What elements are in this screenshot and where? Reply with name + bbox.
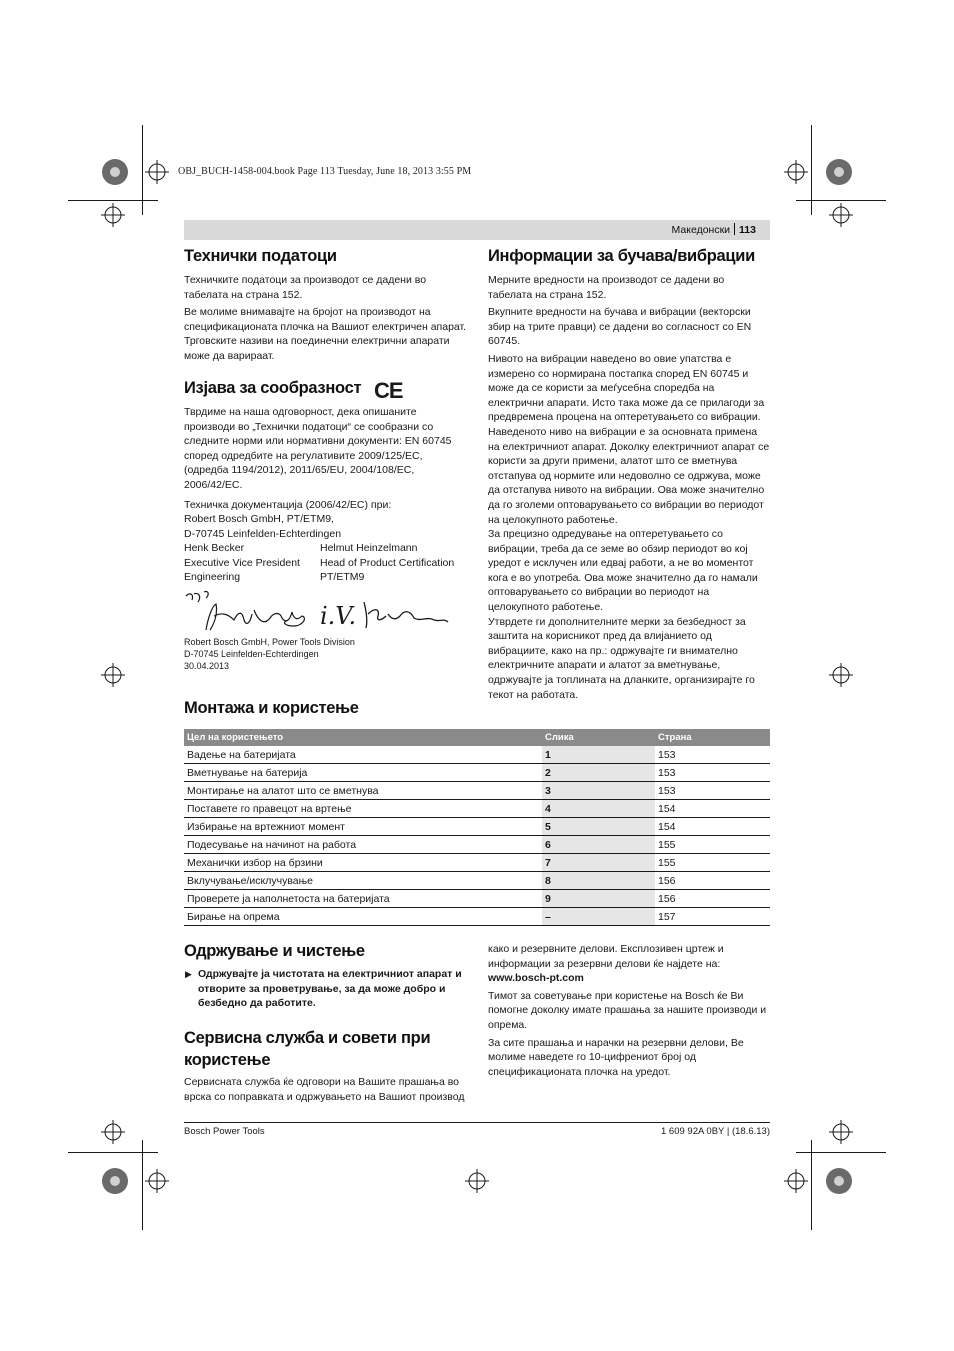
noise-p5: За прецизно одредување на оптеретувањето со вибрации, треба да се земе во обзир периодот во кој уредот е исклучен или едвај работи, а не во моментот кога е во употреба. Ова може значително да го намали оптоварувањето со вибрации во периодот на целокупното работење. — [488, 528, 758, 614]
tech-data-p1: Техничките податоци за производот се дадени во табелата на страна 152. — [184, 274, 427, 301]
header-page-number: 113 — [739, 224, 756, 236]
table-row — [184, 836, 770, 854]
table-row — [184, 818, 770, 836]
conformity-p1: Тврдиме на наша одговорност, дека опишаните производи во „Технички податоци“ се сообразни со следните норми или нормативни документи: EN 60745 според одредбите на регулативите 2009/125/EC, (одредба 1194/2012), 2011/65/EU, 2004/108/EC, 2006/42/EC. — [184, 406, 452, 491]
ce-mark-icon: CE — [374, 378, 403, 403]
table-row — [184, 890, 770, 908]
noise-p6: Утврдете ги дополнителните мерки за безбедност за заштита на корисникот пред да влијанието од вибрациите, како на пр.: одржувајте ги внимателно електричните апарати и алатот за вметнување, одржувајте ја топлината на дланките, организирајте го текот на работата. — [488, 615, 755, 701]
cell-page: 154 — [655, 800, 770, 818]
table-row — [184, 908, 770, 926]
service-section-right — [488, 942, 770, 1082]
header-separator — [734, 223, 735, 235]
tech-data-section — [184, 273, 469, 367]
cell-purpose: Проверете ја наполнетоста на батеријата — [184, 890, 542, 908]
cell-purpose: Вадење на батеријата — [184, 746, 542, 764]
cell-page: 156 — [655, 872, 770, 890]
tech-data-p2: Ве молиме внимавајте на бројот на производот на спецификационата плочка на Вашиот електричен апарат. Трговските називи на поединечни електрични апарати може да варираат. — [184, 306, 467, 362]
maintenance-bullet-text: Одржувајте ја чистотата на електричниот апарат и отворите за проветрување, за да може добро и безбедно да работите. — [198, 968, 462, 1010]
noise-p2: Вкупните вредности на бучава и вибрации (векторски збир на трите правци) се дадени во согласност со EN 60745. — [488, 306, 752, 348]
noise-vibration-section — [488, 273, 770, 702]
cell-purpose: Монтирање на алатот што се вметнува — [184, 782, 542, 800]
noise-vibration-heading: Информации за бучава/вибрации — [488, 247, 755, 265]
noise-p3: Нивото на вибрации наведено во овие упатства е измерено со нормирана постапка според EN 60745 и може да се користи за меѓусебна споредба на електрични апарати. Исто така може да се прилагоди за предвремена процена на оптеретувањето со вибрации. — [488, 352, 765, 424]
table-row — [184, 800, 770, 818]
maintenance-bullet — [184, 967, 469, 1014]
conformity-p2: Техничка документација (2006/42/EC) при: Robert Bosch GmbH, PT/ETM9, D-70745 Leinfelden-Echterdingen — [184, 498, 392, 540]
maintenance-heading: Одржување и чистење — [184, 942, 365, 960]
footer-divider — [184, 1122, 770, 1123]
table-row — [184, 764, 770, 782]
col-figure: Слика — [542, 729, 655, 746]
table-row — [184, 782, 770, 800]
signer-becker: Henk Becker Executive Vice President Engineering — [184, 542, 300, 584]
cell-purpose: Подесување на начинот на работа — [184, 836, 542, 854]
service-section-left — [184, 1075, 469, 1107]
footer-brand: Bosch Power Tools — [184, 1126, 265, 1137]
usage-table — [184, 729, 770, 926]
conformity-heading: Изјава за сообразност — [184, 379, 362, 397]
cell-purpose: Бирање на опрема — [184, 908, 542, 926]
noise-p1: Мерните вредности на производот се дадени во табелата на страна 152. — [488, 274, 725, 301]
cell-page: 157 — [655, 908, 770, 926]
cell-figure: 3 — [542, 782, 655, 800]
cell-purpose: Механички избор на брзини — [184, 854, 542, 872]
page-header — [184, 220, 770, 240]
service-heading-line2: користење — [184, 1051, 271, 1069]
signature-prefix: i.V. — [320, 602, 357, 630]
cell-figure: 6 — [542, 836, 655, 854]
footer-doc-number: 1 609 92A 0BY | (18.6.13) — [661, 1126, 770, 1137]
conformity-section — [184, 405, 469, 544]
service-p1: Сервисната служба ќе одговори на Вашите прашања во врска со поправката и одржувањето на Вашиот производ — [184, 1076, 465, 1103]
cell-page: 156 — [655, 890, 770, 908]
signature-address: Robert Bosch GmbH, Power Tools Division D-70745 Leinfelden-Echterdingen 30.04.2013 — [184, 637, 355, 671]
cell-page: 153 — [655, 746, 770, 764]
cell-figure: 9 — [542, 890, 655, 908]
cell-figure: 2 — [542, 764, 655, 782]
bullet-triangle-icon: ▶ — [185, 969, 192, 979]
col-page: Страна — [655, 729, 770, 746]
service-heading — [184, 1027, 430, 1071]
cell-purpose: Вметнување на батерија — [184, 764, 542, 782]
noise-p4: Наведеното ниво на вибрации е за основната примена на електричниот апарат. Доколку електричниот апарат се користи за други примени, алатот што се вметнува отстапува од нормите или недоволно се одржува, може да отстапува нивото на вибрации. Ова може значително да го зголеми оптоварувањето со вибрации во периодот на целокупното работење. — [488, 425, 770, 526]
usage-table-header — [184, 729, 770, 746]
table-row — [184, 872, 770, 890]
table-row — [184, 746, 770, 764]
service-p4: За сите прашања и нарачки на резервни делови, Ве молиме наведете го 10-цифрениот број од спецификационата плочка на уредот. — [488, 1036, 744, 1078]
tech-data-heading: Технички податоци — [184, 247, 337, 265]
cell-page: 154 — [655, 818, 770, 836]
cell-purpose: Избирање на вртежниот момент — [184, 818, 542, 836]
service-heading-line1: Сервисна служба и совети при — [184, 1029, 431, 1047]
cell-page: 155 — [655, 854, 770, 872]
cell-page: 153 — [655, 782, 770, 800]
signatures-image — [184, 590, 474, 636]
cell-purpose: Вклучување/исклучување — [184, 872, 542, 890]
cell-figure: 7 — [542, 854, 655, 872]
service-p3: Тимот за советување при користење на Bosch ќе Ви помогне доколку имате прашања за нашите производи и опрема. — [488, 989, 767, 1031]
assembly-heading: Монтажа и користење — [184, 699, 359, 717]
page-header-text — [672, 223, 756, 236]
cell-figure: 1 — [542, 746, 655, 764]
cell-page: 155 — [655, 836, 770, 854]
col-purpose: Цел на користењето — [184, 729, 542, 746]
slug-line: OBJ_BUCH-1458-004.book Page 113 Tuesday, June 18, 2013 3:55 PM — [178, 166, 472, 177]
service-p2: како и резервните делови. Експлозивен цртеж и информации за резервни делови ќе најдете на: — [488, 943, 724, 970]
cell-figure: 5 — [542, 818, 655, 836]
cell-page: 153 — [655, 764, 770, 782]
bosch-url-link[interactable]: www.bosch-pt.com — [488, 972, 584, 985]
cell-figure: 4 — [542, 800, 655, 818]
header-language: Македонски — [671, 224, 731, 236]
table-row — [184, 854, 770, 872]
cell-purpose: Поставете го правецот на вртење — [184, 800, 542, 818]
cell-figure: – — [542, 908, 655, 926]
signer-heinzelmann: Helmut Heinzelmann Head of Product Certification PT/ETM9 — [320, 542, 455, 584]
cell-figure: 8 — [542, 872, 655, 890]
